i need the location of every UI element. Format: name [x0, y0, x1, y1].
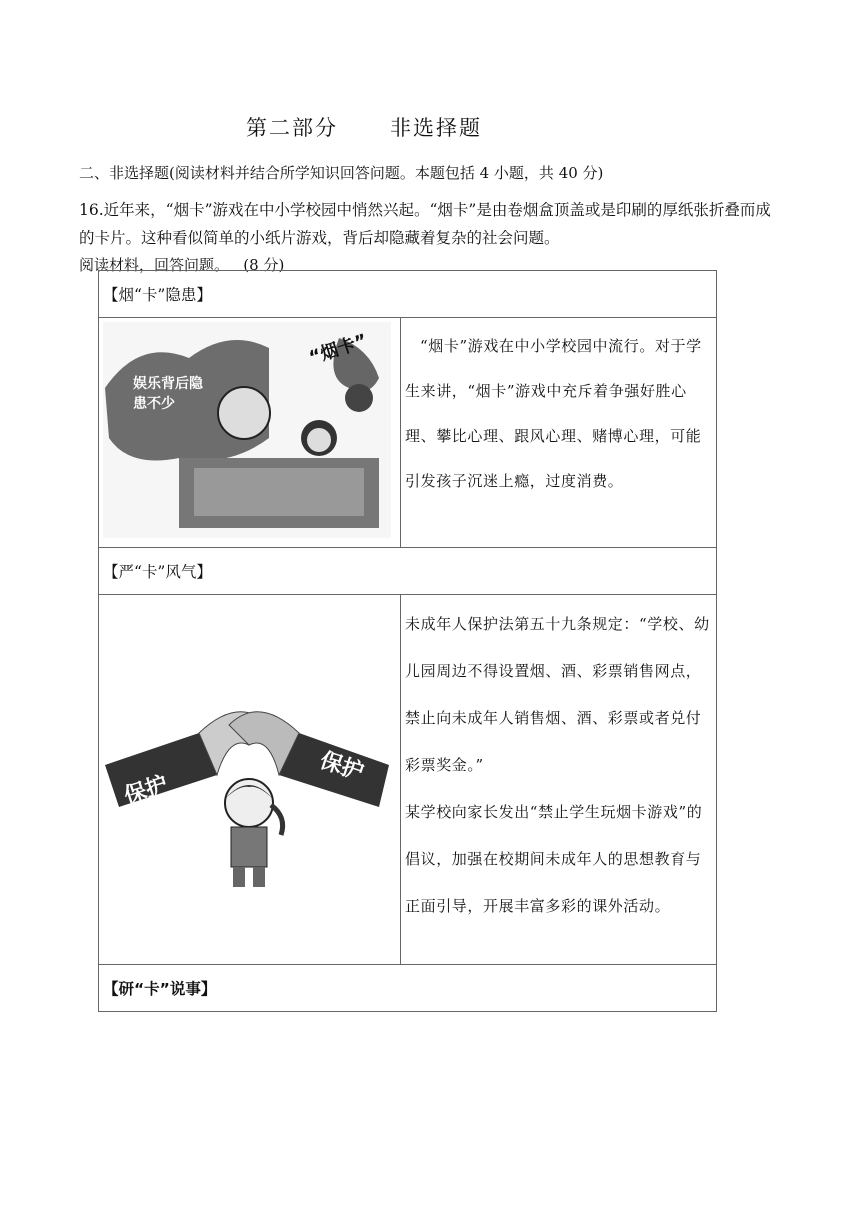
section-heading-discuss: 【研“卡”说事】	[99, 965, 717, 1012]
school-paragraph: 某学校向家长发出“禁止学生玩烟卡游戏”的倡议，加强在校期间未成年人的思想教育与正面引导，开展丰富多彩的课外活动。	[405, 803, 703, 915]
part-title: 第二部分 非选择题	[246, 116, 483, 140]
section-heading: 二、非选择题(阅读材料并结合所学知识回答问题。本题包括 4 小题，共 40 分)	[79, 164, 604, 182]
question-text: 16.近年来，“烟卡”游戏在中小学校园中悄然兴起。“烟卡”是由卷烟盒顶盖或是印刷的厚纸张折叠而成的卡片。这种看似简单的小纸片游戏，背后却隐藏着复杂的社会问题。	[79, 201, 771, 247]
sleeve-label-left: 保护	[121, 772, 171, 810]
smoke-card-tag: “烟卡”	[306, 330, 370, 369]
section-heading-hazard: 【烟“卡”隐患】	[99, 271, 717, 318]
section-heading-strict: 【严“卡”风气】	[99, 548, 717, 595]
material-table	[98, 270, 717, 1012]
sleeve-label-right: 保护	[316, 748, 367, 786]
strict-text-cell	[401, 595, 717, 965]
bubble-caption: 娱乐背后隐患不少	[133, 376, 203, 412]
protection-cartoon-image	[99, 595, 399, 959]
cartoon-smoke-card-cell	[99, 318, 401, 548]
question-instruction: 阅读材料，回答问题。 (8 分)	[79, 256, 285, 274]
protection-image-cell	[99, 595, 401, 965]
hazard-text-cell	[401, 318, 717, 548]
hazard-paragraph: “烟卡”游戏在中小学校园中流行。对于学生来讲，“烟卡”游戏中充斥着争强好胜心理、攀比心理、跟风心理、赌博心理，可能引发孩子沉迷上瘾，过度消费。	[405, 337, 702, 490]
cartoon-smoke-card-image	[99, 318, 395, 542]
law-paragraph: 未成年人保护法第五十九条规定：“学校、幼儿园周边不得设置烟、酒、彩票销售网点，禁止向未成年人销售烟、酒、彩票或者兑付彩票奖金。”	[405, 615, 710, 774]
